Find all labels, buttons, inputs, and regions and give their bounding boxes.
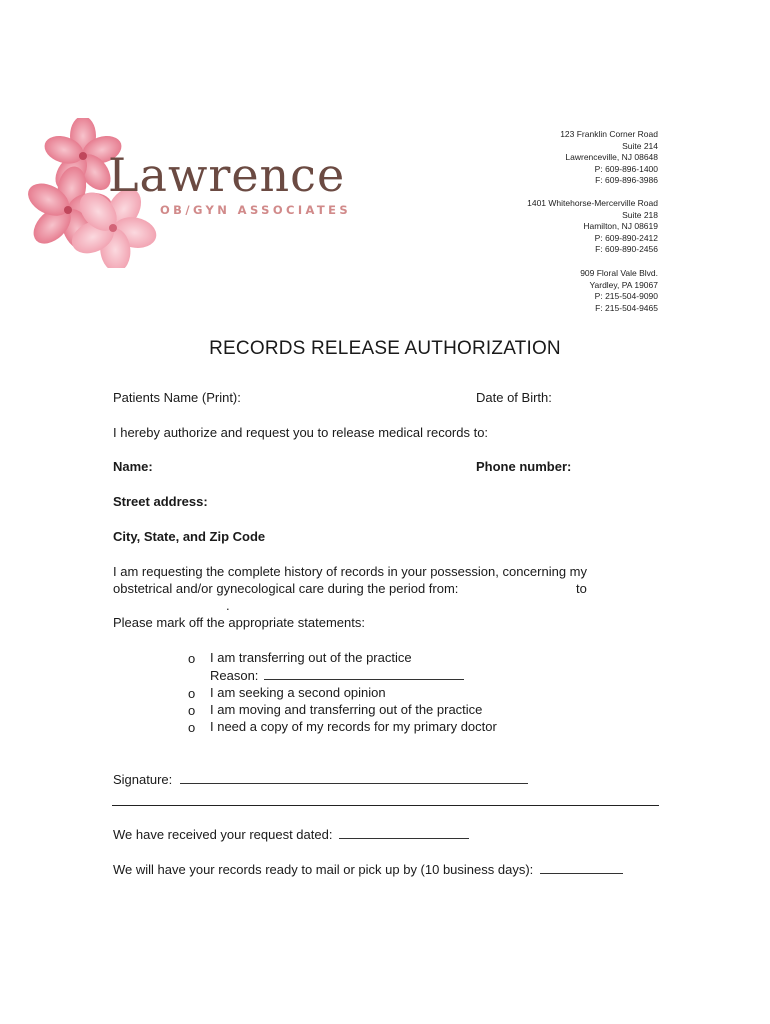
recipient-name-label: Name: xyxy=(113,459,153,474)
mark-statements-label: Please mark off the appropriate statements: xyxy=(113,615,365,630)
received-label: We have received your request dated: xyxy=(113,827,333,842)
option-1-text: I am transferring out of the practice xyxy=(210,650,412,665)
received-date-blank[interactable] xyxy=(339,826,469,839)
signature-field[interactable] xyxy=(113,771,528,787)
dob-label: Date of Birth: xyxy=(476,390,552,405)
ready-date-blank[interactable] xyxy=(540,861,623,874)
office-address-3: 909 Floral Vale Blvd. Yardley, PA 19067 P: 215-504-9090 F: 215-504-9465 xyxy=(580,268,658,313)
street-address-label: Street address: xyxy=(113,494,208,509)
section-divider xyxy=(112,805,659,806)
office-address-1: 123 Franklin Corner Road Suite 214 Lawrenceville, NJ 08648 P: 609-896-1400 F: 609-896-3986 xyxy=(560,129,658,186)
reason-label: Reason: xyxy=(210,668,259,683)
ready-field[interactable] xyxy=(113,861,623,877)
period-mark: . xyxy=(226,598,230,613)
received-field[interactable] xyxy=(113,826,469,842)
office-address-2: 1401 Whitehorse-Mercerville Road Suite 218 Hamilton, NJ 08619 P: 609-890-2412 F: 609-890-2456 xyxy=(527,198,658,255)
logo-tagline: OB/GYN ASSOCIATES xyxy=(160,203,352,217)
option-3-bullet[interactable]: o xyxy=(188,703,196,718)
reason-blank[interactable] xyxy=(264,667,464,680)
patient-name-label: Patients Name (Print): xyxy=(113,390,241,405)
request-text-line-1: I am requesting the complete history of records in your possession, concerning my xyxy=(113,564,588,579)
phone-label: Phone number: xyxy=(476,459,572,474)
request-text-line-2: obstetrical and/or gynecological care during the period from: xyxy=(113,581,459,596)
authorize-text: I hereby authorize and request you to release medical records to: xyxy=(113,425,489,440)
option-1-bullet[interactable]: o xyxy=(188,651,196,666)
signature-label: Signature: xyxy=(113,772,173,787)
option-4-bullet[interactable]: o xyxy=(188,720,196,735)
ready-label: We will have your records ready to mail or pick up by (10 business days): xyxy=(113,862,534,877)
logo-wordmark: Lawrence xyxy=(108,148,346,202)
form-title: RECORDS RELEASE AUTHORIZATION xyxy=(209,338,561,359)
option-3-text: I am moving and transferring out of the practice xyxy=(210,702,483,717)
to-label: to xyxy=(576,581,587,596)
option-2-text: I am seeking a second opinion xyxy=(210,685,386,700)
option-4-text: I need a copy of my records for my primary doctor xyxy=(210,719,497,734)
option-2-bullet[interactable]: o xyxy=(188,686,196,701)
signature-blank[interactable] xyxy=(180,771,528,784)
city-state-zip-label: City, State, and Zip Code xyxy=(113,529,266,544)
reason-field[interactable] xyxy=(210,667,464,683)
